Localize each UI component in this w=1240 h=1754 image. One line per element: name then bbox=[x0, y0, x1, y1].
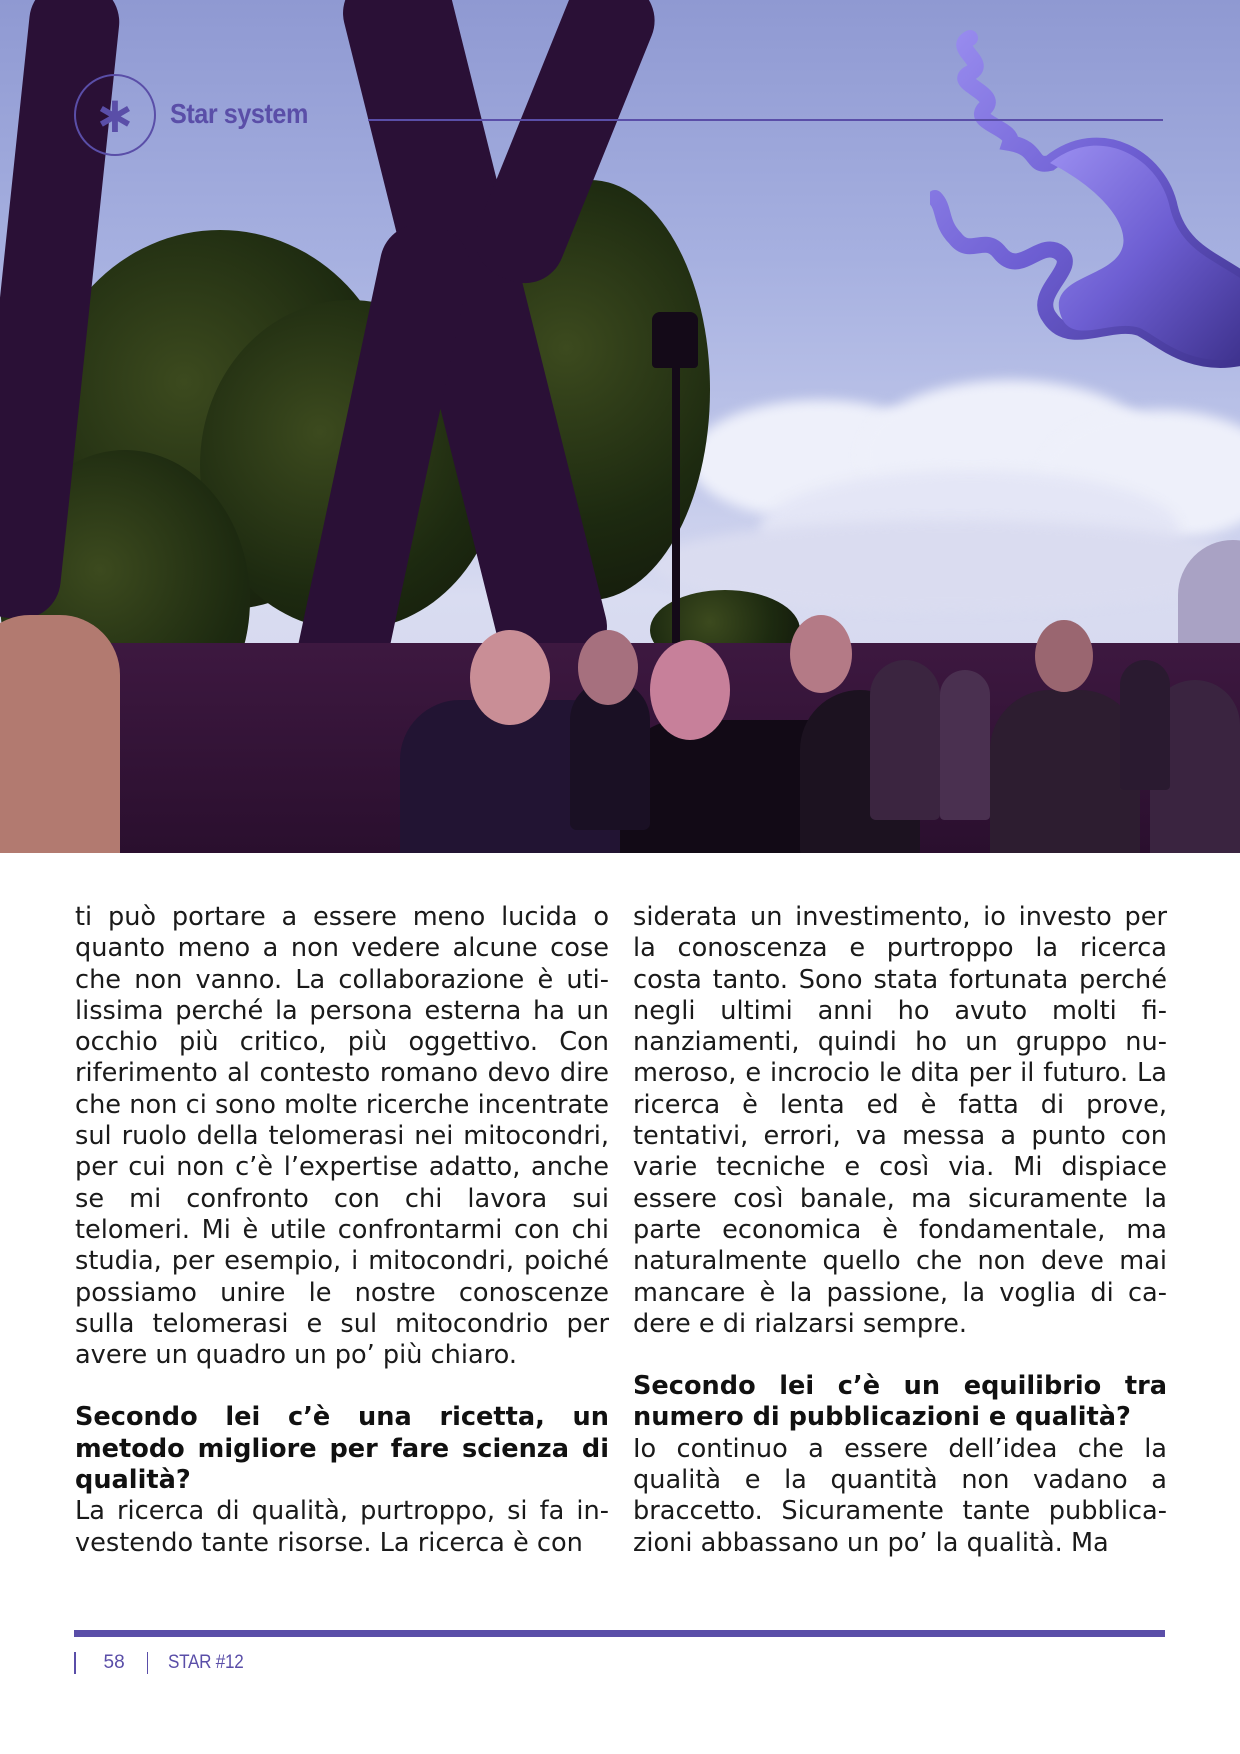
section-asterisk-icon: ∗ bbox=[74, 74, 156, 156]
section-title: Star system bbox=[170, 98, 308, 129]
footer-separator bbox=[74, 1652, 76, 1674]
paragraph: siderata un investimento, io investo per la conoscenza e purtroppo la ricerca costa tanto. Sono stata fortunata perché negli ultimi anni ho avuto molti finanziamenti, quindi ho un gruppo numeroso, e incrocio le dita per il futuro. La ricerca è lenta ed è fatta di prove, tentativi, errori, va messa a punto con varie tecniche e così via. Mi dispiace essere così banale, ma sicuramente la parte economica è fondamentale, ma naturalmente quello che non deve mai mancare è la passione, la voglia di cadere e di rialzarsi sempre. bbox=[633, 902, 1167, 1339]
issue-label: STAR #12 bbox=[168, 1652, 244, 1673]
decorative-squiggle-illustration bbox=[930, 28, 1240, 388]
text-column-left bbox=[75, 902, 609, 1559]
page-number: 58 bbox=[103, 1652, 125, 1673]
footer-rule bbox=[74, 1630, 1165, 1637]
paragraph: Io continuo a essere dell’idea che la qualità e la quantità non vadano a braccetto. Sicuramente tante pubblicazioni abbassano un po’ la qualità. Ma bbox=[633, 1433, 1167, 1558]
paragraph: ti può portare a essere meno lucida o quanto meno a non vedere alcune cose che non vanno. La collaborazione è utilissima perché la persona esterna ha un occhio più critico, più oggettivo. Con riferimento al contesto romano devo dire che non ci sono molte ricerche incentrate sul ruolo della telomerasi nei mitocondri, per cui non c’è l’expertise adatto, anche se mi confronto con chi lavora sui telomeri. Mi è utile confrontarmi con chi studia, per esempio, i mitocondri, poiché possiamo unire le nostre conoscenze sulla telomerasi e sul mitocondrio per avere un quadro un po’ più chiaro. bbox=[75, 902, 609, 1371]
footer-separator bbox=[147, 1652, 149, 1674]
section-divider bbox=[368, 119, 1163, 121]
interview-question: Secondo lei c’è un equilibrio tra numero di pubblicazioni e qualità? bbox=[633, 1371, 1167, 1433]
text-column-right bbox=[633, 902, 1167, 1559]
page-footer bbox=[74, 1651, 252, 1675]
interview-question: Secondo lei c’è una ricetta, un metodo migliore per fare scienza di qualità? bbox=[75, 1402, 609, 1496]
paragraph: La ricerca di qualità, purtroppo, si fa investendo tante risorse. La ricerca è con bbox=[75, 1496, 609, 1558]
